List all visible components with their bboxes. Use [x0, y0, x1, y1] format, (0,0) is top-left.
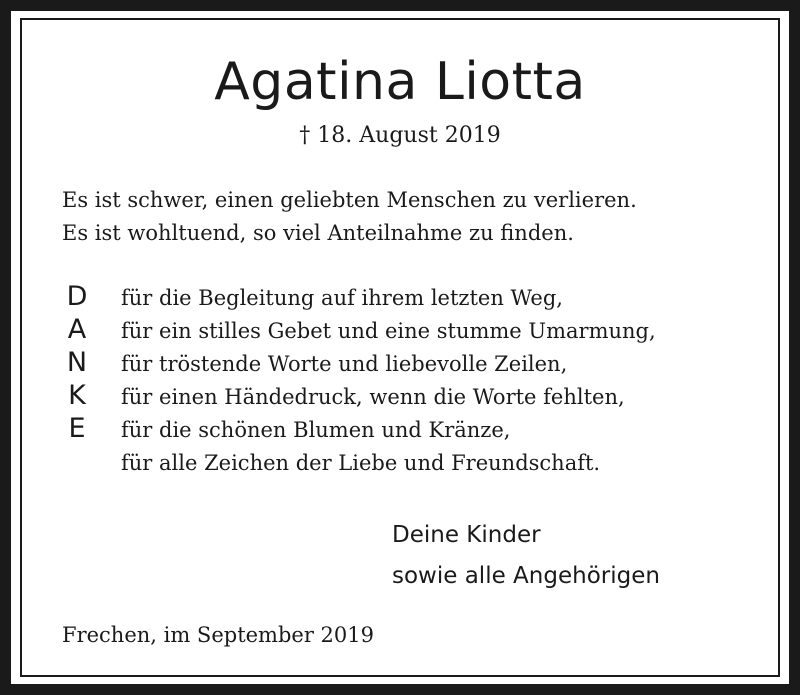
danke-letter: D [66, 281, 88, 312]
danke-vertical [62, 280, 92, 445]
intro-line: Es ist wohltuend, so viel Anteilnahme zu finden. [62, 221, 574, 245]
thanks-line: für die Begleitung auf ihrem letzten Weg, [121, 286, 563, 310]
signature-line: sowie alle Angehörigen [392, 563, 660, 589]
thanks-line: für einen Händedruck, wenn die Worte fehlten, [121, 385, 625, 409]
danke-letter: E [68, 413, 86, 444]
intro-line: Es ist schwer, einen geliebten Menschen zu verlieren. [62, 188, 637, 212]
thanks-line: für alle Zeichen der Liebe und Freundschaft. [121, 451, 601, 475]
danke-letter: K [68, 380, 86, 411]
thanks-line: für die schönen Blumen und Kränze, [121, 418, 511, 442]
danke-letter: A [67, 314, 87, 345]
thanks-list [121, 282, 761, 480]
signature-line: Deine Kinder [392, 522, 541, 548]
thanks-line: für tröstende Worte und liebevolle Zeilen, [121, 352, 568, 376]
intro-text [62, 184, 762, 250]
thanks-line: für ein stilles Gebet und eine stumme Umarmung, [121, 319, 656, 343]
signature [392, 515, 772, 597]
death-date: † 18. August 2019 [299, 123, 501, 148]
deceased-name: Agatina Liotta [214, 52, 586, 112]
place-date: Frechen, im September 2019 [62, 623, 374, 647]
danke-letter: N [66, 347, 88, 378]
